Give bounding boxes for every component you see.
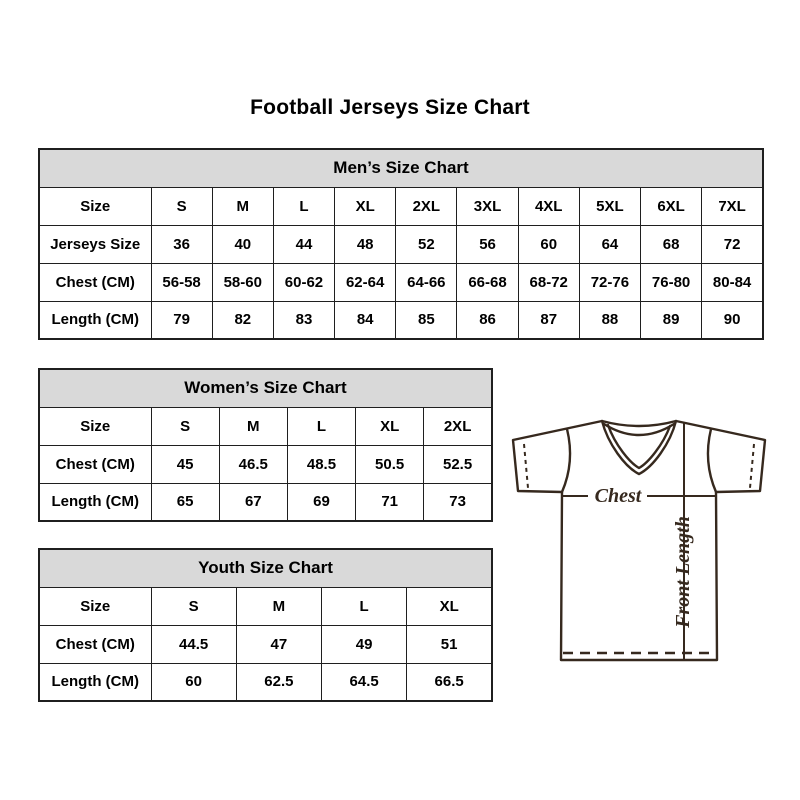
table-cell: 65 bbox=[151, 483, 219, 521]
table-row bbox=[39, 263, 763, 301]
table-cell: 82 bbox=[212, 301, 273, 339]
table-cell: 72 bbox=[702, 225, 763, 263]
col-header-cell: XL bbox=[407, 587, 492, 625]
table-row bbox=[39, 625, 492, 663]
col-header-cell: 5XL bbox=[579, 187, 640, 225]
table-cell: 45 bbox=[151, 445, 219, 483]
table-cell: 71 bbox=[356, 483, 424, 521]
row-label-cell: Chest (CM) bbox=[39, 263, 151, 301]
table-cell: 56-58 bbox=[151, 263, 212, 301]
table-cell: 36 bbox=[151, 225, 212, 263]
womens-size-table bbox=[38, 368, 493, 522]
youth-table-header: Youth Size Chart bbox=[39, 549, 492, 587]
col-header-cell: XL bbox=[335, 187, 396, 225]
col-header-cell: L bbox=[287, 407, 355, 445]
table-cell: 86 bbox=[457, 301, 518, 339]
col-header-cell: 7XL bbox=[702, 187, 763, 225]
mens-table-header: Men’s Size Chart bbox=[39, 149, 763, 187]
table-cell: 64.5 bbox=[322, 663, 407, 701]
table-cell: 58-60 bbox=[212, 263, 273, 301]
row-label-cell: Chest (CM) bbox=[39, 445, 151, 483]
table-row bbox=[39, 549, 492, 587]
row-label-cell: Size bbox=[39, 587, 151, 625]
jersey-measurement-diagram bbox=[505, 410, 777, 672]
row-label-cell: Size bbox=[39, 187, 151, 225]
front-length-measure-label: Front Length bbox=[672, 516, 694, 628]
table-row bbox=[39, 407, 492, 445]
chest-measure-label: Chest bbox=[594, 485, 642, 507]
right-armhole-seam bbox=[708, 429, 716, 492]
jersey-outline bbox=[513, 421, 765, 660]
left-cuff-dashed-seam bbox=[524, 444, 528, 488]
table-cell: 40 bbox=[212, 225, 273, 263]
table-cell: 50.5 bbox=[356, 445, 424, 483]
table-cell: 44.5 bbox=[151, 625, 236, 663]
table-cell: 68-72 bbox=[518, 263, 579, 301]
table-cell: 60 bbox=[518, 225, 579, 263]
table-row bbox=[39, 149, 763, 187]
table-cell: 49 bbox=[322, 625, 407, 663]
table-row bbox=[39, 301, 763, 339]
table-cell: 46.5 bbox=[219, 445, 287, 483]
table-cell: 64 bbox=[579, 225, 640, 263]
collar-back-arc bbox=[602, 421, 676, 426]
right-cuff-dashed-seam bbox=[750, 444, 754, 488]
table-cell: 72-76 bbox=[579, 263, 640, 301]
page-title: Football Jerseys Size Chart bbox=[250, 96, 530, 119]
col-header-cell: S bbox=[151, 587, 236, 625]
table-row bbox=[39, 369, 492, 407]
table-cell: 84 bbox=[335, 301, 396, 339]
table-cell: 67 bbox=[219, 483, 287, 521]
table-cell: 52.5 bbox=[424, 445, 492, 483]
col-header-cell: M bbox=[212, 187, 273, 225]
col-header-cell: 6XL bbox=[641, 187, 702, 225]
table-cell: 64-66 bbox=[396, 263, 457, 301]
table-cell: 62.5 bbox=[236, 663, 321, 701]
col-header-cell: M bbox=[236, 587, 321, 625]
left-armhole-seam bbox=[562, 429, 570, 492]
table-cell: 52 bbox=[396, 225, 457, 263]
table-cell: 87 bbox=[518, 301, 579, 339]
row-label-cell: Length (CM) bbox=[39, 301, 151, 339]
col-header-cell: L bbox=[322, 587, 407, 625]
col-header-cell: 2XL bbox=[424, 407, 492, 445]
jersey-diagram-svg bbox=[505, 410, 777, 672]
table-cell: 66-68 bbox=[457, 263, 518, 301]
youth-size-table bbox=[38, 548, 493, 702]
col-header-cell: S bbox=[151, 407, 219, 445]
table-cell: 62-64 bbox=[335, 263, 396, 301]
womens-table-header: Women’s Size Chart bbox=[39, 369, 492, 407]
table-cell: 89 bbox=[641, 301, 702, 339]
row-label-cell: Jerseys Size bbox=[39, 225, 151, 263]
table-row bbox=[39, 483, 492, 521]
table-cell: 68 bbox=[641, 225, 702, 263]
col-header-cell: 3XL bbox=[457, 187, 518, 225]
table-cell: 60 bbox=[151, 663, 236, 701]
col-header-cell: 4XL bbox=[518, 187, 579, 225]
table-cell: 76-80 bbox=[641, 263, 702, 301]
table-cell: 85 bbox=[396, 301, 457, 339]
col-header-cell: L bbox=[273, 187, 334, 225]
table-cell: 47 bbox=[236, 625, 321, 663]
row-label-cell: Length (CM) bbox=[39, 663, 151, 701]
col-header-cell: XL bbox=[356, 407, 424, 445]
table-cell: 51 bbox=[407, 625, 492, 663]
row-label-cell: Length (CM) bbox=[39, 483, 151, 521]
table-cell: 48.5 bbox=[287, 445, 355, 483]
col-header-cell: S bbox=[151, 187, 212, 225]
table-cell: 69 bbox=[287, 483, 355, 521]
row-label-cell: Chest (CM) bbox=[39, 625, 151, 663]
table-cell: 83 bbox=[273, 301, 334, 339]
col-header-cell: 2XL bbox=[396, 187, 457, 225]
row-label-cell: Size bbox=[39, 407, 151, 445]
table-cell: 48 bbox=[335, 225, 396, 263]
table-row bbox=[39, 445, 492, 483]
table-cell: 80-84 bbox=[702, 263, 763, 301]
table-cell: 60-62 bbox=[273, 263, 334, 301]
table-row bbox=[39, 663, 492, 701]
table-cell: 73 bbox=[424, 483, 492, 521]
col-header-cell: M bbox=[219, 407, 287, 445]
table-cell: 44 bbox=[273, 225, 334, 263]
table-cell: 66.5 bbox=[407, 663, 492, 701]
table-row bbox=[39, 587, 492, 625]
mens-size-table bbox=[38, 148, 764, 340]
table-row bbox=[39, 225, 763, 263]
table-cell: 79 bbox=[151, 301, 212, 339]
table-cell: 56 bbox=[457, 225, 518, 263]
table-cell: 88 bbox=[579, 301, 640, 339]
table-row bbox=[39, 187, 763, 225]
table-cell: 90 bbox=[702, 301, 763, 339]
